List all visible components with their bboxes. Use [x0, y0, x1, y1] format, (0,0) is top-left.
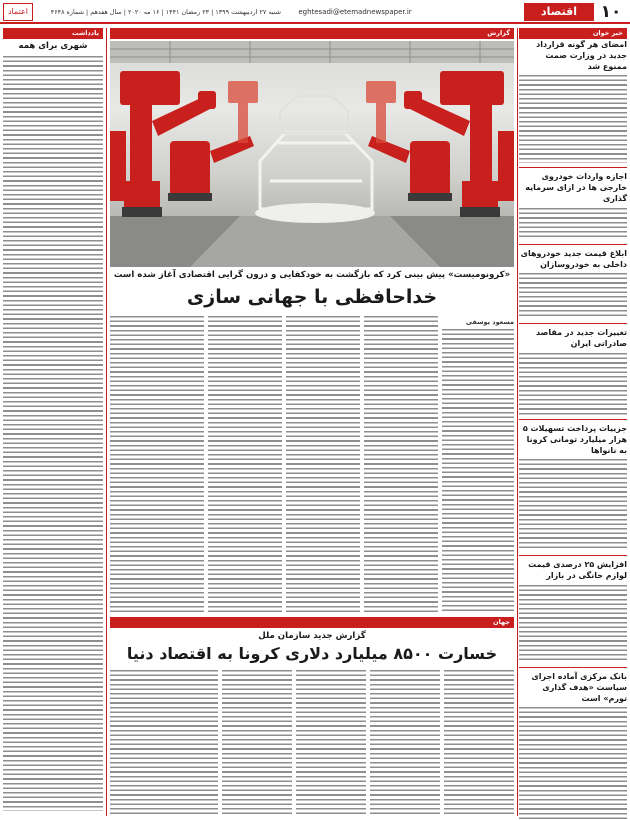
- main-report-body-col2: [364, 316, 438, 613]
- world-report-body-col1: [444, 670, 514, 814]
- world-report-kicker: گزارش جدید سازمان ملل: [258, 631, 366, 641]
- divider: [519, 555, 627, 556]
- left-column-divider: [106, 28, 107, 816]
- robotic-assembly-line-image: [110, 41, 514, 267]
- factory-photo: [110, 41, 514, 267]
- divider: [519, 323, 627, 324]
- news-brief-item[interactable]: [519, 172, 627, 239]
- author-byline: مسعود یوسفی: [465, 318, 514, 326]
- dateline: شنبه ۲۷ اردیبهشت ۱۳۹۹ | ۲۳ رمضان ۱۴۴۱ | ۱۶ مه ۲۰۲۰ | سال هفدهم | شماره ۴۶۴۸: [50, 8, 281, 16]
- world-report-body-col4: [222, 670, 292, 814]
- opinion-body: [3, 56, 103, 811]
- world-report-body-col3: [296, 670, 366, 814]
- opinion-headline[interactable]: شهری برای همه: [18, 41, 88, 51]
- news-brief-headline[interactable]: افزایش ۲۵ درصدی قیمت لوازم خانگی در بازار: [528, 560, 627, 581]
- email-link[interactable]: eghtesadi@etemadnewspaper.ir: [298, 8, 412, 16]
- section-label[interactable]: اقتصاد: [524, 3, 594, 21]
- main-report-body-col4: [208, 316, 282, 613]
- world-report-body-col5: [110, 670, 218, 814]
- news-brief-body: [519, 273, 627, 319]
- divider: [519, 167, 627, 168]
- news-brief-headline[interactable]: ابلاغ قیمت جدید خودروهای داخلی به خودروسازان: [520, 248, 627, 269]
- news-brief-body: [519, 208, 627, 240]
- news-brief-item[interactable]: [519, 560, 627, 663]
- news-brief-headline[interactable]: امضای هر گونه قرارداد جدید در وزارت صمت ممنوع شد: [536, 40, 627, 71]
- logo: اعتماد: [3, 3, 33, 21]
- divider: [519, 419, 627, 420]
- main-report-body-col5: [110, 316, 204, 613]
- news-brief-body: [519, 353, 627, 415]
- divider: [519, 244, 627, 245]
- world-report-headline[interactable]: خسارت ۸۵۰۰ میلیارد دلاری کرونا به اقتصاد دنیا: [126, 644, 498, 663]
- news-brief-item[interactable]: [519, 672, 627, 820]
- main-report-kicker: «کرونومیست» پیش بینی کرد که بازگشت به خودکفایی و درون گرایی اقتصادی آغاز شده است: [113, 270, 511, 280]
- news-brief-headline[interactable]: بانک مرکزی آماده اجرای سیاست «هدف گذاری تورم» است: [531, 671, 627, 703]
- main-report-body-col3: [286, 316, 360, 613]
- news-brief-body: [519, 707, 627, 820]
- right-column-divider: [517, 28, 518, 816]
- news-brief-headline[interactable]: اجازه واردات خودروی خارجی ها در ازای سرمایه گذاری: [525, 172, 627, 203]
- divider: [519, 667, 627, 668]
- news-brief-headline[interactable]: تغییرات جدید در مقاصد صادراتی ایران: [536, 328, 627, 349]
- main-report-headline[interactable]: خداحافظی با جهانی سازی: [186, 286, 438, 308]
- left-column-tag: یادداشت: [3, 28, 103, 39]
- right-column-tag: خبر خوان: [519, 28, 627, 39]
- main-report-tag: گزارش: [110, 28, 514, 39]
- news-brief-body: [519, 459, 627, 551]
- news-brief-headline[interactable]: جزییات پرداخت تسهیلات ۵ هزار میلیارد تومانی کرونا به نانواها: [522, 423, 627, 455]
- news-brief-item[interactable]: [519, 249, 627, 320]
- world-report-body-col2: [370, 670, 440, 814]
- main-report-body-col1: [442, 329, 514, 613]
- world-report-tag: جهان: [110, 617, 514, 628]
- page-number: ۱۰: [600, 2, 622, 22]
- news-brief-item[interactable]: [519, 40, 627, 163]
- news-brief-body: [519, 585, 627, 663]
- news-brief-list: [519, 40, 627, 820]
- news-brief-item[interactable]: [519, 424, 627, 551]
- news-brief-item[interactable]: [519, 328, 627, 415]
- news-brief-body: [519, 75, 627, 163]
